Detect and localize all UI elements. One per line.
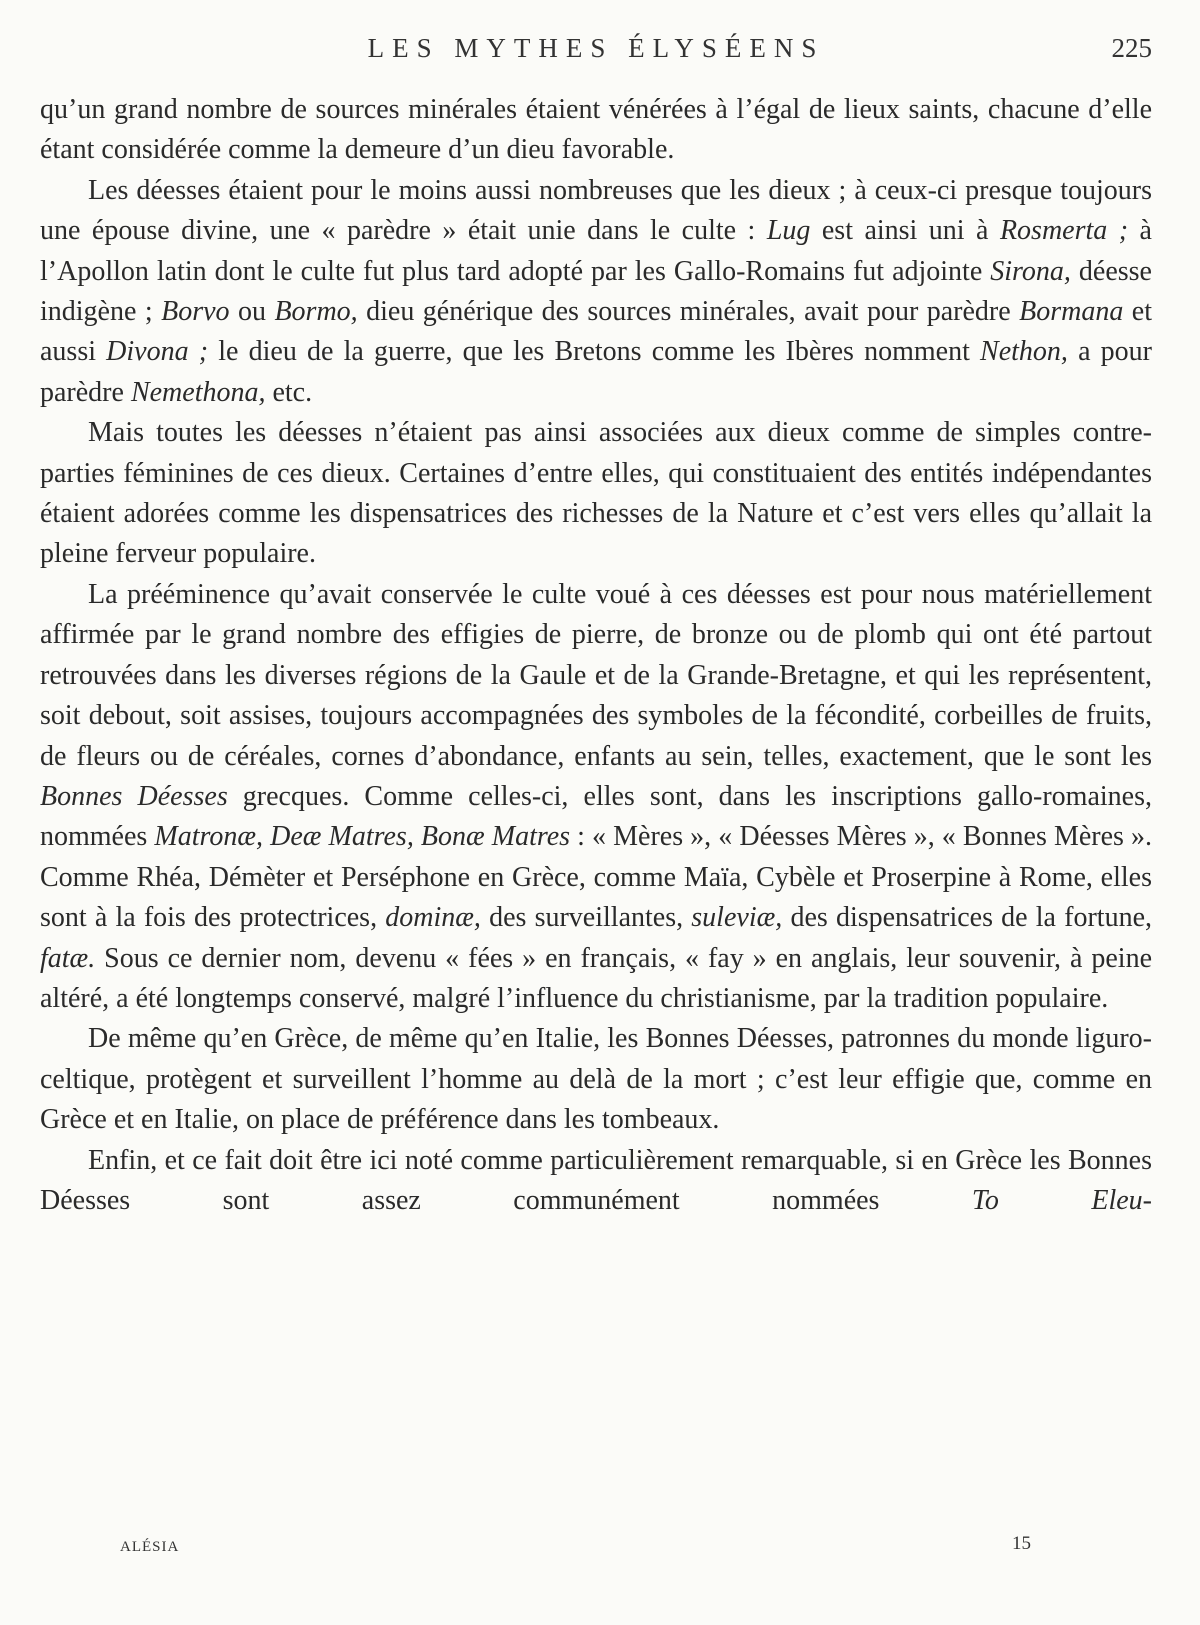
text-run: des surveillantes, [480,902,692,934]
text-run: le dieu de la guerre, que les Bretons comme les Ibères nomment [208,336,981,368]
text-run: à l’Apollon latin dont le culte fut plus tard adopté par les Gallo-Romains fut adjointe [40,215,1152,287]
italic-term: Bormo, [274,296,358,328]
running-title: LES MYTHES ÉLYSÉENS [367,33,825,63]
italic-term: Sirona, [990,255,1071,287]
italic-term: Matronæ, Deæ Matres, Bonæ Matres [154,821,571,853]
italic-term: Rosmerta ; [999,215,1129,247]
text-run: et aussi [40,296,1152,368]
text-run: La prééminence qu’avait conservée le culte voué à ces déesses est pour nous matériellement affirmée par le grand nombre des effigies de pierre, de bronze ou de plomb qui ont été partout retrouvées dans les diverses régions de la Gaule et de la Grande-Bretagne, et qui les représentent, soit debout, soit assises, toujours accompagnées des symboles de la fécondité, corbeilles de fruits, de fleurs ou de céréales, cornes d’abondance, enfants au sein, telles, exactement, que le sont les [40,578,1152,772]
text-run: Les déesses étaient pour le moins aussi nombreuses que les dieux ; à ceux-ci presque toujours une épouse divine, une « parèdre » était unie dans le culte : [40,174,1152,247]
text-run: ou [229,296,275,328]
printer-signature: ALÉSIA [120,1539,180,1555]
text-run: qu’un grand nombre de sources minérales étaient vénérées à l’égal de lieux saints, chacune d’elle étant considérée comme la demeure d’un dieu favorable. [40,94,1152,166]
italic-term: Nethon, [980,336,1068,368]
italic-term: dominæ, [385,902,481,934]
text-run: De même qu’en Grèce, de même qu’en Italie, les Bonnes Déesses, patronnes du monde liguro-celtique, protègent et surveillent l’homme au delà de la mort ; c’est leur effigie que, comme en Grèce et en Italie, on place de préférence dans les tombeaux. [40,1023,1152,1136]
italic-term: Bonnes Déesses [40,780,228,812]
italic-term: Bormana [1019,296,1124,328]
paragraph [40,575,1152,1019]
body-text [40,90,1152,1221]
italic-term: To Eleu- [971,1184,1153,1216]
text-run: déesse indigène ; [40,255,1152,328]
paragraph [40,1019,1152,1140]
text-run: Mais toutes les déesses n’étaient pas ainsi associées aux dieux comme de simples contre-parties féminines de ces dieux. Certaines d’entre elles, qui constituaient des entités indépendantes étaient adorées comme les dispensatrices des richesses de la Nature et c’est vers elles qu’allait la pleine ferveur populaire. [40,417,1152,570]
text-run: : « Mères », « Déesses Mères », « Bonnes Mères ». Comme Rhéa, Démèter et Perséphone en Grèce, comme Maïa, Cybèle et Proserpine à Rome, elles sont à la fois des protectrices, [40,821,1153,934]
italic-term: Lug [766,215,811,247]
sheet-number: 15 [1012,1533,1031,1554]
text-run: des dispensatrices de la fortune, [782,902,1152,934]
page-footer [40,1533,1152,1563]
text-run: dieu générique des sources minérales, avait pour parèdre [357,296,1020,328]
paragraph [40,90,1152,171]
text-run: grecques. Comme celles-ci, elles sont, dans les inscriptions gallo-romaines, nommées [40,780,1152,853]
running-head [40,33,1152,69]
page-number: 225 [1111,33,1152,63]
paragraph [40,413,1152,575]
text-run: Sous ce dernier nom, devenu « fées » en français, « fay » en anglais, leur souvenir, à peine altéré, a été longtemps conservé, malgré l’influence du christianisme, par la tradition populaire. [40,942,1152,1014]
italic-term: Borvo [161,296,230,328]
paragraph [40,171,1152,413]
italic-term: fatæ. [40,942,96,974]
text-run: a pour parèdre [40,336,1153,408]
italic-term: suleviæ, [691,902,783,934]
italic-term: Divona ; [106,336,209,368]
italic-term: Nemethona, [130,376,266,408]
text-run: Enfin, et ce fait doit être ici noté comme particulièrement remarquable, si en Grèce les Bonnes Déesses sont assez communément nommées [40,1144,1152,1216]
text-run: est ainsi uni à [810,215,1000,247]
text-run: etc. [265,376,313,408]
paragraph [40,1141,1152,1222]
